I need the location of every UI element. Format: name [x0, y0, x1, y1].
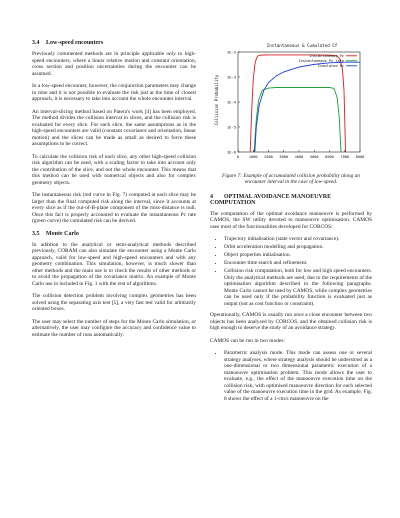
x-tick-label: 4000 [294, 155, 304, 159]
list-item: • Trajectory initialisation (state vector and covariance). [224, 236, 372, 243]
paragraph: The computation of the optimal avoidance manoeuvre is performed by CAMOS, the SW utility devoted to manoeuvre optimisation. CAMOS uses most of the functionalities developed for CORCOS: [210, 210, 372, 230]
x-tick-label: 8000 [355, 155, 365, 159]
legend-entry: Cumulated Pc [318, 64, 344, 68]
paragraph: The instantaneous risk (red curve in Fig. 7) computed at each slice may be larger than the final computed risk along the interval, since it accounts at every slice as if the out-of-B-plane component of the miss-distance is null. Once this fact is properly accounted to evaluate the instantaneous Pc rate (green curve) the cumulated risk can be derived. [32, 192, 196, 224]
section-heading-3-4: 3.4 Low-speed encounters [32, 40, 104, 46]
paragraph: To calculate the collision risk of each slice, any other high-speed collision risk algorithm can be used, with a scaling factor to take into account only the contribution of the slice, and not the whole encounter. This means that this method can be used with numerical objects and also for complex geometry objects. [32, 153, 196, 186]
paragraph: The user may select the number of steps for the Monte Carlo simulation, or alternatively, the user may configure the accuracy and confidence value to estimate the number of runs automatically. [32, 318, 196, 338]
figure-7-chart [210, 40, 372, 170]
paragraph: In addition to the analytical or semi-analytical methods described previously, CORAM can also simulate the encounter using a Monte Carlo approach, valid for low-speed and high-speed encounters and with any geometry combination. This simulation, however, is much slower than other methods and the main use is to check the results of other methods or to avoid the propagation of the covariance matrix. An example of Monte Carlo use in included in Fig. 1 with the rest of algorithms. [32, 241, 196, 287]
x-tick-label: 3000 [279, 155, 289, 159]
y-tick-label: 1E-3 [226, 74, 236, 80]
x-tick-label: 5000 [309, 155, 319, 159]
section-heading-3-5: 3.5 Monte Carlo [32, 230, 79, 237]
list-item: • Collision risk computation, both for low and high speed encounters. Only the analytical methods are used, due to the requirements of the optimisation algorithm described in the following paragraphs. Monte Carlo cannot be used by CAMOS, while complex geometries can be used only if the probability function is evaluated just as output (not as cost function or constraint). [224, 268, 372, 307]
right-column [210, 40, 372, 407]
figure-caption: Figure 7: Example of accumulated collision probability along an encounter interval in the case of low-speed. [222, 173, 360, 186]
y-tick-label: 1E-4 [226, 99, 236, 105]
list-item: • Encounter time search and refinement. [224, 260, 372, 267]
modes-list [210, 350, 372, 402]
paragraph: Previously commented methods are in principle applicable only to high-speed encounters, where a linear relative motion and constant orientation, cross section and position uncertainties during the encounter can be assumed. [32, 51, 196, 77]
legend-entry: Instantaneous Pc [309, 54, 344, 58]
left-column [32, 40, 196, 344]
x-tick-label: 7000 [340, 155, 350, 159]
paragraph: Operationally, CAMOS is usually run once a close encounter between two objects has been analysed by CORCOS, and the obtained collision risk is high enough to deserve the study of an avoidance strategy. [210, 312, 372, 332]
list-item: • Parametric analysis mode. This mode can assess one or several strategy analyses, where strategy analysis should be understood as a one-dimensional or two dimensional parametric execution of a manoeuvre optimisation problem. This mode allows the user to evaluate, e.g., the effect of the manoeuvre execution time on the collision risk, with optimised manoeuvre direction for each selected value of the manoeuvre execution time in the grid. As example, Fig. 8 shows the effect of a 1-cm/s manoeuvre on the [224, 350, 372, 402]
y-tick-label: 1E-5 [226, 124, 236, 130]
x-tick-label: 0 [236, 155, 240, 159]
chart-title: Instantaneous & Cumulated Cf [266, 43, 338, 48]
y-tick-label: 1E-6 [226, 149, 236, 155]
x-tick-label: 1000 [248, 155, 258, 159]
x-tick-label: 6000 [325, 155, 334, 159]
list-item: • Object properties initialisation. [224, 252, 372, 259]
chart-svg [210, 40, 372, 170]
legend-entry: Instantaneous Pc rate [298, 59, 344, 63]
y-tick-label: 1E-2 [226, 49, 236, 55]
section-heading-4: 4 OPTIMAL AVOIDANCE MANOEUVRE COMPUTATION [210, 193, 332, 206]
x-tick-label: 2000 [264, 155, 273, 159]
list-item: • Orbit acceleration modelling and propagation. [224, 244, 372, 251]
paragraph: The collision detection problem involving complex geometries has been solved using the separating axis test [5], a very fast test valid for arbitrarily oriented boxes. [32, 293, 196, 312]
functionality-list [210, 236, 372, 307]
chart-ylabel: Collision Probability [214, 74, 219, 126]
paragraph: An interval-slicing method based on Patera's work [4] has been employed. The method divides the collision interval in slices, and the collision risk is evaluated for every slice. For each slice, the same assumptions as in the high-speed encounters are valid (constant covariance and orientation, linear motion) and the slices can be made as small as desired to force these assumptions to be correct. [32, 108, 196, 147]
paragraph: CAMOS can be run in two modes: [210, 337, 285, 344]
paragraph: In a low-speed encounter, however, the conjunction parameters may change in time and it is not possible to evaluate the risk just at the time of closest approach, it is necessary to take into account the whole encounter interval. [32, 83, 196, 102]
